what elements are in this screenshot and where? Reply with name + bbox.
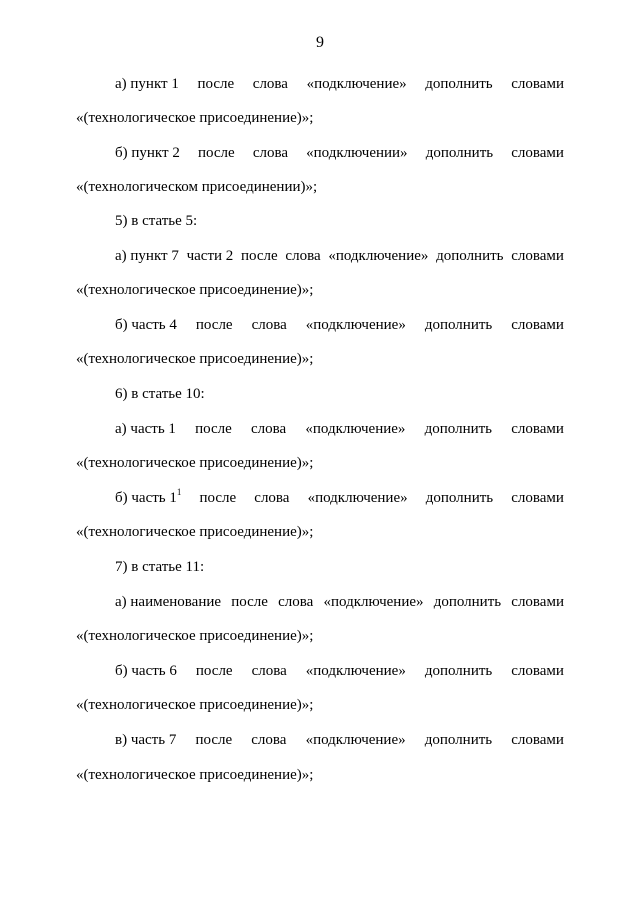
paragraph-line: «(технологическое присоединение)»;: [76, 282, 314, 298]
word: а) наименование: [115, 594, 222, 610]
paragraph-line: «(технологическое присоединение)»;: [76, 697, 314, 713]
word: словами: [511, 594, 564, 610]
word: после: [195, 317, 233, 333]
word: слова: [251, 421, 287, 437]
word: дополнить: [424, 317, 493, 333]
word: в) часть 7: [115, 732, 177, 748]
superscript: 1: [176, 487, 182, 497]
paragraph-line: «(технологическое присоединение)»;: [76, 524, 314, 540]
word: слова: [251, 732, 287, 748]
word: а) пункт 1: [115, 76, 179, 92]
word: словами: [511, 145, 564, 161]
word: слова: [251, 317, 287, 333]
word: части 2: [186, 248, 234, 264]
word: словами: [511, 76, 564, 92]
word: [115, 489, 181, 507]
word: дополнить: [424, 421, 493, 437]
word: словами: [511, 663, 564, 679]
word: дополнить: [425, 76, 493, 92]
word: после: [197, 145, 235, 161]
word: «подключение»: [328, 248, 429, 264]
word: «подключение»: [306, 76, 407, 92]
word: дополнить: [425, 145, 494, 161]
paragraph-line: «(технологическое присоединение)»;: [76, 767, 314, 783]
word: слова: [252, 76, 288, 92]
word: дополнить: [436, 248, 504, 264]
word: слова: [251, 663, 287, 679]
word: «подключение»: [307, 490, 408, 506]
paragraph-line: [115, 316, 564, 334]
paragraph-line: «(технологическом присоединении)»;: [76, 179, 318, 195]
word: дополнить: [433, 594, 502, 610]
word: а) часть 1: [115, 421, 176, 437]
word: после: [195, 663, 233, 679]
word: словами: [511, 317, 564, 333]
word: слова: [285, 248, 321, 264]
paragraph-line: [115, 247, 564, 265]
word: а) пункт 7: [115, 248, 179, 264]
word: «подключение»: [305, 317, 406, 333]
word: «подключение»: [305, 732, 406, 748]
word: после: [199, 490, 237, 506]
word-main: б) часть 1: [115, 490, 177, 506]
word: слова: [254, 490, 290, 506]
word: б) часть 6: [115, 663, 177, 679]
page-number: 9: [316, 34, 324, 51]
paragraph-line: [115, 489, 564, 507]
section-heading: 7) в статье 11:: [115, 559, 205, 575]
word: после: [195, 421, 232, 437]
word: словами: [511, 248, 564, 264]
word: «подключение»: [305, 421, 406, 437]
section-heading: 5) в статье 5:: [115, 213, 198, 229]
word: «подключении»: [306, 145, 408, 161]
word: после: [197, 76, 235, 92]
word: «подключение»: [323, 594, 424, 610]
word: после: [231, 594, 268, 610]
word: дополнить: [424, 663, 493, 679]
paragraph-line: [115, 144, 564, 162]
word: дополнить: [424, 732, 493, 748]
word: словами: [511, 490, 564, 506]
word: после: [241, 248, 278, 264]
word: б) часть 4: [115, 317, 177, 333]
word: б) пункт 2: [115, 145, 180, 161]
paragraph-line: «(технологическое присоединение)»;: [76, 110, 314, 126]
word: дополнить: [425, 490, 494, 506]
word: слова: [278, 594, 314, 610]
word: слова: [252, 145, 288, 161]
word: словами: [511, 732, 564, 748]
paragraph-line: [115, 662, 564, 680]
word: после: [195, 732, 233, 748]
paragraph-line: [115, 420, 564, 438]
paragraph-line: «(технологическое присоединение)»;: [76, 351, 314, 367]
paragraph-line: [115, 593, 564, 611]
paragraph-line: «(технологическое присоединение)»;: [76, 628, 314, 644]
word: «подключение»: [305, 663, 406, 679]
paragraph-line: [115, 75, 564, 93]
section-heading: 6) в статье 10:: [115, 386, 205, 402]
word: словами: [511, 421, 564, 437]
paragraph-line: «(технологическое присоединение)»;: [76, 455, 314, 471]
paragraph-line: [115, 731, 564, 749]
